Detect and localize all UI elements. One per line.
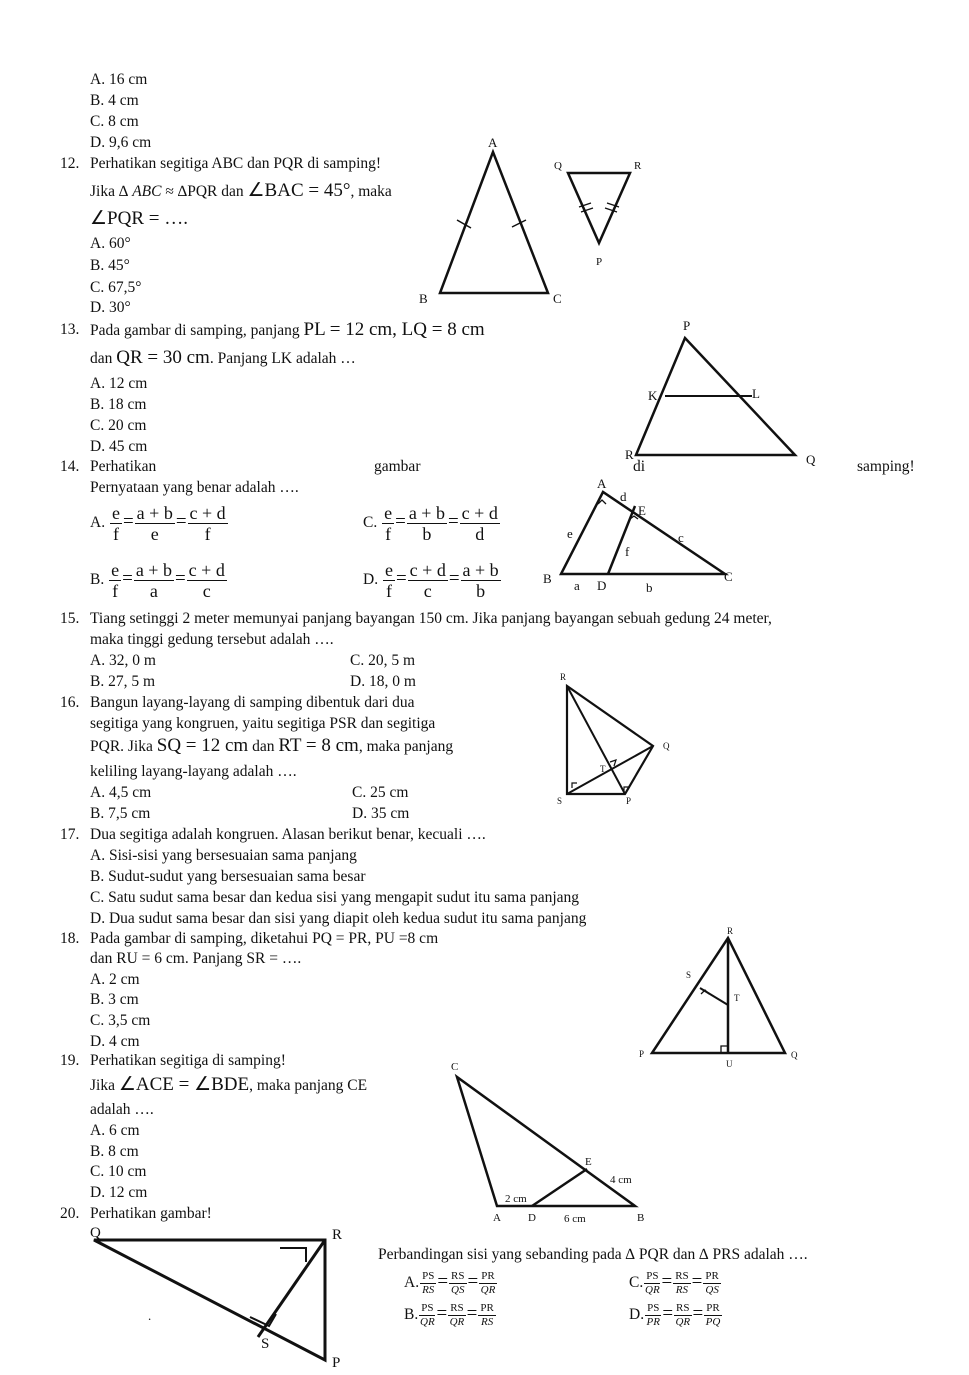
svg-text:R: R (625, 447, 634, 462)
q16-option-b: B. 7,5 cm (90, 805, 151, 822)
q19-option-b: B. 8 cm (90, 1143, 139, 1160)
q14-option-a: A. $\frac{e}{f}$ = $\frac{a + b}{e}$ = $\frac{c + d}{f}$ (90, 502, 226, 544)
svg-text:d: d (620, 489, 627, 504)
q19-stem: Perhatikan segitiga di samping! (90, 1052, 286, 1069)
q17-option-c: C. Satu sudut sama besar dan kedua sisi yang mengapit sudut itu sama panjang (90, 889, 580, 906)
q20-number: 20. (60, 1205, 80, 1222)
q15-number: 15. (60, 610, 80, 627)
q19-option-a: A. 6 cm (90, 1122, 140, 1139)
q12-option-a: A. 60° (90, 235, 131, 252)
q19-number: 19. (60, 1052, 80, 1069)
q18-stem-line2: dan RU = 6 cm. Panjang SR = …. (90, 950, 302, 967)
svg-text:A: A (493, 1212, 501, 1224)
svg-text:B: B (419, 291, 428, 306)
svg-text:C: C (451, 1061, 459, 1073)
q16-option-d: D. 35 cm (352, 805, 410, 822)
svg-text:L: L (752, 386, 760, 401)
q15-option-b: B. 27, 5 m (90, 673, 156, 690)
q13-number: 13. (60, 321, 80, 338)
q17-option-d: D. Dua sudut sama besar dan sisi yang diapit oleh kedua sudut itu sama panjang (90, 910, 587, 927)
q17-stem: Dua segitiga adalah kongruen. Alasan berikut benar, kecuali …. (90, 826, 486, 843)
q13-option-d: D. 45 cm (90, 438, 148, 455)
q11-option-a: A. 16 cm (90, 71, 148, 88)
svg-text:Q: Q (554, 160, 562, 172)
svg-text:R: R (727, 926, 734, 936)
q14-word-1: Perhatikan (90, 458, 157, 475)
svg-text:R: R (634, 160, 642, 172)
q12-stem: Perhatikan segitiga ABC dan PQR di samping! (90, 155, 382, 172)
svg-text:E: E (638, 503, 646, 518)
q11-option-b: B. 4 cm (90, 92, 139, 109)
q16-stem-line4: keliling layang-layang adalah …. (90, 763, 297, 780)
q17-option-b: B. Sudut-sudut yang bersesuaian sama besar (90, 868, 366, 885)
svg-text:R: R (560, 672, 567, 682)
q14-option-d: D. $\frac{e}{f}$ = $\frac{c + d}{c}$ = $\frac{a + b}{b}$ (363, 559, 499, 601)
svg-text:Q: Q (806, 452, 816, 467)
q19-option-d: D. 12 cm (90, 1184, 148, 1201)
q16-option-c: C. 25 cm (352, 784, 409, 801)
q17-number: 17. (60, 826, 80, 843)
q19-condition: Jika ∠ACE = ∠BDE, maka panjang CE (90, 1074, 368, 1095)
q15-stem-line1: Tiang setinggi 2 meter memunyai panjang bayangan 150 cm. Jika panjang bayangan sebuah gedung 24 meter, (90, 610, 772, 627)
q18-option-d: D. 4 cm (90, 1033, 140, 1050)
svg-text:a: a (574, 578, 580, 593)
svg-text:Q: Q (90, 1225, 101, 1241)
q14-word-2: gambar (374, 458, 421, 475)
q16-option-a: A. 4,5 cm (90, 784, 152, 801)
q20-stem: Perhatikan gambar! (90, 1205, 212, 1222)
q20-option-d: D. $\frac{PS}{PR}$ = $\frac{RS}{QR}$ = $\frac{PR}{PQ}$ (629, 1301, 721, 1328)
svg-text:B: B (543, 571, 552, 586)
svg-text:P: P (639, 1049, 645, 1059)
svg-text:A: A (488, 135, 498, 150)
svg-text:P: P (596, 256, 603, 268)
svg-text:B: B (637, 1212, 645, 1224)
q15-option-d: D. 18, 0 m (350, 673, 416, 690)
svg-text:C: C (724, 569, 733, 584)
svg-text:6 cm: 6 cm (564, 1213, 586, 1225)
q13-condition: dan QR = 30 cm. Panjang LK adalah … (90, 347, 356, 368)
svg-text:f: f (625, 544, 630, 559)
q12-condition: Jika ∆ ABC ≈ ∆PQR dan ∠BAC = 45°, maka (90, 180, 392, 201)
svg-text:P: P (332, 1355, 341, 1371)
q18-number: 18. (60, 930, 80, 947)
svg-text:D: D (528, 1212, 536, 1224)
q13-option-b: B. 18 cm (90, 396, 147, 413)
q14-option-c: C. $\frac{e}{f}$ = $\frac{a + b}{b}$ = $\frac{c + d}{d}$ (363, 502, 498, 544)
svg-text:C: C (553, 291, 562, 306)
q19-option-c: C. 10 cm (90, 1163, 147, 1180)
q20-triangle-figure (80, 1222, 370, 1372)
q12-option-d: D. 30° (90, 299, 131, 316)
q18-triangle-figure (635, 920, 810, 1070)
svg-text:e: e (567, 526, 573, 541)
q13-option-a: A. 12 cm (90, 375, 148, 392)
q14-number: 14. (60, 458, 80, 475)
svg-text:S: S (261, 1336, 270, 1352)
svg-text:P: P (683, 318, 691, 333)
q12-question: ∠PQR = …. (90, 208, 188, 229)
svg-text:S: S (686, 970, 692, 980)
q16-stem-line1: Bangun layang-layang di samping dibentuk dari dua (90, 694, 415, 711)
q16-kite-figure (550, 670, 680, 810)
q20-option-c: C. $\frac{PS}{QR}$ = $\frac{RS}{RS}$ = $\frac{PR}{QS}$ (629, 1269, 719, 1296)
svg-text:c: c (678, 530, 684, 545)
svg-text:2 cm: 2 cm (505, 1193, 527, 1205)
svg-text:T: T (600, 764, 606, 774)
svg-text:4 cm: 4 cm (610, 1174, 632, 1186)
svg-text:b: b (646, 580, 653, 595)
q15-option-c: C. 20, 5 m (350, 652, 416, 669)
q14-triangle-figure (540, 474, 750, 604)
q14-word-4: samping! (857, 458, 915, 475)
svg-text:K: K (648, 388, 658, 403)
svg-text:D: D (597, 578, 607, 593)
svg-text:.: . (148, 1308, 152, 1323)
q11-option-d: D. 9,6 cm (90, 134, 152, 151)
q11-option-c: C. 8 cm (90, 113, 139, 130)
q20-option-a: A. $\frac{PS}{RS}$ = $\frac{RS}{QS}$ = $\frac{PR}{QR}$ (404, 1269, 496, 1296)
svg-text:A: A (597, 476, 607, 491)
svg-text:U: U (726, 1059, 733, 1069)
q14-question: Pernyataan yang benar adalah …. (90, 479, 299, 496)
svg-text:Q: Q (791, 1050, 798, 1060)
q13-stem: Pada gambar di samping, panjang PL = 12 cm, LQ = 8 cm (90, 319, 485, 340)
q14-word-3: di (633, 458, 646, 475)
q13-triangle-figure (620, 318, 830, 468)
q19-question: adalah …. (90, 1101, 154, 1118)
svg-text:P: P (626, 796, 632, 806)
q19-triangle-figure (440, 1055, 660, 1230)
svg-text:Q: Q (663, 741, 670, 751)
q12-option-c: C. 67,5° (90, 279, 142, 296)
svg-text:T: T (734, 993, 740, 1003)
q20-question: Perbandingan sisi yang sebanding pada ∆ PQR dan ∆ PRS adalah …. (378, 1246, 808, 1263)
q16-number: 16. (60, 694, 80, 711)
q16-stem-line2: segitiga yang kongruen, yaitu segitiga PSR dan segitiga (90, 715, 436, 732)
q12-number: 12. (60, 155, 80, 172)
svg-text:R: R (332, 1227, 343, 1243)
q18-option-a: A. 2 cm (90, 971, 140, 988)
q12-option-b: B. 45° (90, 257, 130, 274)
q15-stem-line2: maka tinggi gedung tersebut adalah …. (90, 631, 334, 648)
svg-text:S: S (557, 796, 563, 806)
q15-option-a: A. 32, 0 m (90, 652, 156, 669)
svg-text:E: E (585, 1156, 592, 1168)
q20-option-b: B. $\frac{PS}{QR}$ = $\frac{RS}{QR}$ = $\frac{PR}{RS}$ (404, 1301, 494, 1328)
q13-option-c: C. 20 cm (90, 417, 147, 434)
q18-option-c: C. 3,5 cm (90, 1012, 151, 1029)
q16-stem-line3: PQR. Jika SQ = 12 cm dan RT = 8 cm, maka panjang (90, 735, 454, 756)
q18-option-b: B. 3 cm (90, 991, 139, 1008)
q12-triangle-pqr-figure (550, 155, 650, 275)
q18-stem-line1: Pada gambar di samping, diketahui PQ = PR, PU =8 cm (90, 930, 439, 947)
q14-option-b: B. $\frac{e}{f}$ = $\frac{a + b}{a}$ = $\frac{c + d}{c}$ (90, 559, 225, 601)
q17-option-a: A. Sisi-sisi yang bersesuaian sama panjang (90, 847, 357, 864)
